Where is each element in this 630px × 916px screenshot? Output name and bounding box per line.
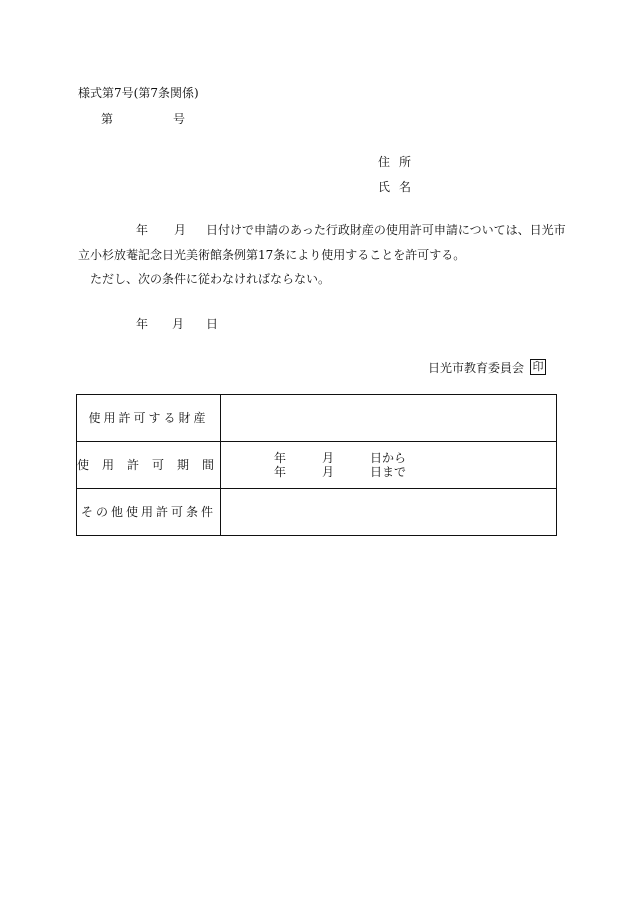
- name-label: 氏名: [378, 180, 421, 194]
- address-label: 住所: [378, 155, 421, 169]
- period-from: [274, 451, 556, 465]
- issue-date-year: 年: [136, 317, 149, 331]
- seal-mark: 印: [530, 359, 546, 375]
- issuer-name: 日光市教育委員会: [428, 361, 525, 375]
- body-paragraph-line-2: 立小杉放菴記念日光美術館条例第17条により使用することを許可する。: [78, 248, 466, 262]
- other-conditions-label: その他使用許可条件: [77, 489, 221, 536]
- form-title: 様式第7号(第7条関係): [78, 86, 199, 100]
- period-to-month: 月: [322, 465, 335, 479]
- issue-date: [78, 317, 218, 331]
- issue-date-day: 日: [206, 317, 219, 331]
- property-label: 使用許可する財産: [77, 395, 221, 442]
- property-value: [221, 395, 557, 442]
- period-from-year: 年: [274, 451, 287, 465]
- body-date-year: 年: [136, 223, 149, 237]
- period-value: [221, 442, 557, 489]
- body-date-month: 月: [174, 223, 187, 237]
- period-from-day: 日から: [370, 451, 407, 465]
- body-paragraph-line-3: ただし、次の条件に従わなければならない。: [90, 272, 331, 286]
- permit-number-suffix: 号: [173, 112, 186, 126]
- table-row: [77, 489, 557, 536]
- permit-number-prefix: 第: [101, 112, 114, 126]
- period-from-month: 月: [322, 451, 335, 465]
- body-paragraph-line-1: [78, 223, 566, 237]
- period-to-year: 年: [274, 465, 287, 479]
- period-to: [274, 465, 556, 479]
- body-line-1-text: 日付けで申請のあった行政財産の使用許可申請については、日光市: [206, 223, 566, 237]
- permit-details-table: [76, 394, 557, 536]
- issue-date-month: 月: [172, 317, 185, 331]
- other-conditions-value: [221, 489, 557, 536]
- table-row: [77, 395, 557, 442]
- table-row: [77, 442, 557, 489]
- period-to-day: 日まで: [370, 465, 407, 479]
- period-label: 使用許可期間: [77, 442, 221, 489]
